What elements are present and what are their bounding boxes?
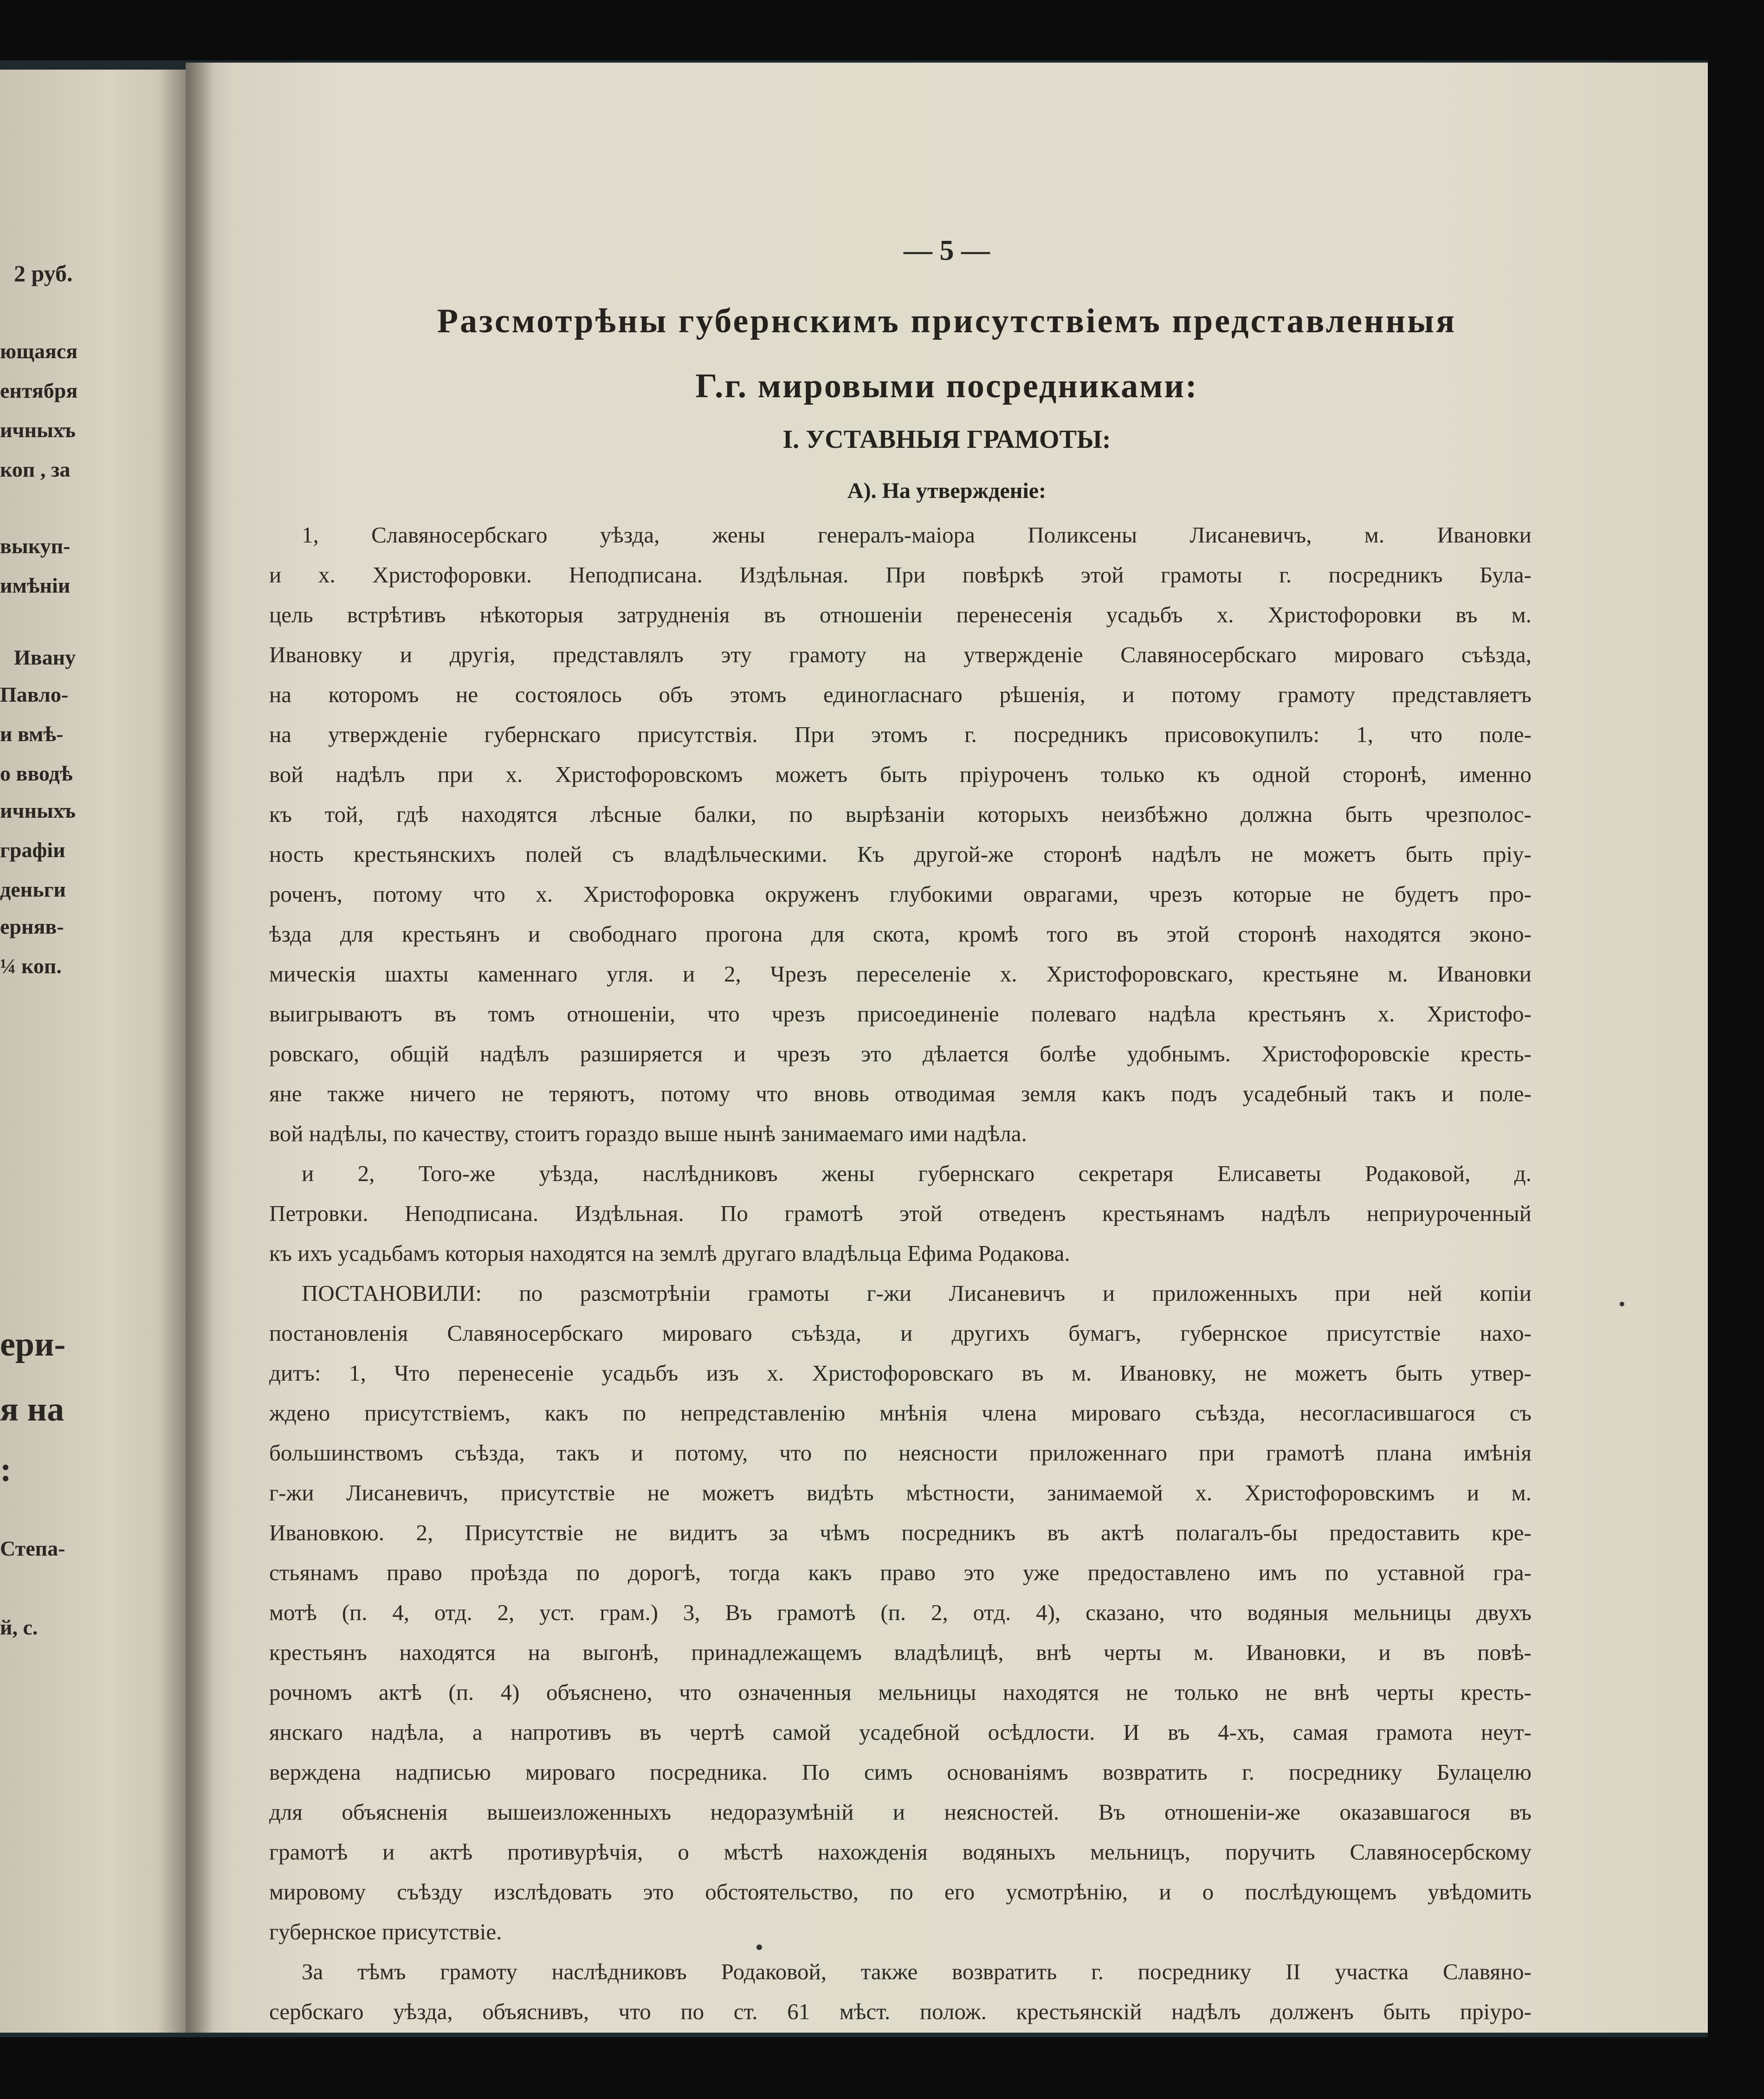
section-title: I. УСТАВНЫЯ ГРАМОТЫ: — [782, 425, 1111, 454]
left-page-line: имѣнiи — [0, 574, 71, 597]
text-line: яне также ничего не теряютъ, потому что вновь отводимая земля какъ подъ усадебный такъ и поле- — [269, 1081, 1531, 1106]
text-line: ровскаго, общiй надѣлъ разширяется и чрезъ это дѣлается болѣе удобнымъ. Христофоровскiе кресть- — [269, 1041, 1531, 1066]
left-page-line: Ивану — [14, 646, 76, 669]
text-line: дитъ: 1, Что перенесенiе усадьбъ изъ х. Христофоровскаго въ м. Ивановку, не можетъ быть утвер- — [269, 1360, 1531, 1386]
text-line: стьянамъ право проѣзда по дорогѣ, тогда какъ право это уже предоставлено имъ по уставной гра- — [269, 1560, 1531, 1585]
left-page-line: : — [0, 1451, 12, 1489]
left-page-line: ичныхъ — [0, 799, 76, 822]
text-line: г-жи Лисаневичъ, присутствiе не можетъ видѣть мѣстности, занимаемой х. Христофоровскимъ и м. — [269, 1480, 1531, 1505]
body-text — [269, 515, 1531, 2032]
left-page-line: ентября — [0, 379, 78, 402]
text-line: мическiя шахты каменнаго угля. и 2, Чрезъ переселенiе х. Христофоровскаго, крестьяне м. Ивановки — [269, 961, 1531, 987]
left-page-line: 2 руб. — [14, 260, 73, 286]
text-line: выигрываютъ въ томъ отношенiи, что чрезъ присоединенiе полеваго надѣла крестьянъ х. Христофо- — [269, 1001, 1531, 1027]
text-line: 1, Славяносербскаго уѣзда, жены генералъ-маiора Поликсены Лисаневичъ, м. Ивановки — [302, 522, 1531, 548]
text-line: большинствомъ съѣзда, такъ и потому, что по неясности приложеннаго при грамотѣ плана имѣнiя — [269, 1440, 1531, 1466]
text-line: и 2, Того-же уѣзда, наслѣдниковъ жены губернскаго секретаря Елисаветы Родаковой, д. — [302, 1161, 1531, 1186]
text-line: роченъ, потому что х. Христофоровка окруженъ глубокими оврагами, чрезъ которые не будетъ про- — [269, 881, 1531, 907]
text-line: янскаго надѣла, а напротивъ въ чертѣ самой усадебной осѣдлости. И въ 4-хъ, самая грамота неут- — [269, 1719, 1531, 1745]
paragraph-4 — [269, 1952, 1531, 2032]
text-line: ѣзда для крестьянъ и свободнаго прогона для скота, кромѣ того въ этой сторонѣ находятся эконо- — [269, 921, 1531, 947]
left-page — [0, 70, 186, 2033]
left-page-line: Степа- — [0, 1537, 65, 1560]
left-page-line: ющаяся — [0, 339, 78, 363]
left-page-line: ¼ коп. — [0, 954, 62, 978]
main-page — [186, 63, 1708, 2033]
heading-line-1: Разсмотрѣны губернскимъ присутствiемъ представленныя — [437, 302, 1457, 340]
text-line: грамотѣ и актѣ противурѣчiя, о мѣстѣ нахожденiя водяныхъ мельницъ, поручить Славяносербскому — [269, 1839, 1531, 1865]
left-page-line: коп , за — [0, 458, 71, 481]
text-line: рочномъ актѣ (п. 4) объяснено, что означенныя мельницы находятся не только не внѣ черты кресть- — [269, 1679, 1531, 1705]
left-page-line: ичныхъ — [0, 418, 76, 442]
text-line: За тѣмъ грамоту наслѣдниковъ Родаковой, также возвратить г. посреднику II участка Славяно- — [302, 1959, 1531, 1984]
left-page-line: выкуп- — [0, 534, 71, 558]
text-line: для объясненiя вышеизложенныхъ недоразумѣнiй и неясностей. Въ отношенiи-же оказавшагося въ — [269, 1799, 1531, 1825]
left-page-line: графiи — [0, 838, 65, 862]
text-line: Ивановку и другiя, представлялъ эту грамоту на утвержденiе Славяносербскаго мироваго съѣзда, — [269, 642, 1531, 667]
text-line: крестьянъ находятся на выгонѣ, принадлежащемъ владѣлицѣ, внѣ черты м. Ивановки, и въ повѣ- — [269, 1640, 1531, 1665]
page-gutter-shadow — [186, 63, 213, 2033]
ink-spot — [756, 1944, 762, 1950]
text-line: на утвержденiе губернскаго присутствiя. При этомъ г. посредникъ присовокупилъ: 1, что поле- — [269, 722, 1531, 747]
text-line: къ ихъ усадьбамъ которыя находятся на землѣ другаго владѣльца Ефима Родакова. — [269, 1240, 1070, 1266]
left-page-line: ери- — [0, 1325, 66, 1363]
left-page-line: й, с. — [0, 1615, 38, 1639]
left-page-line: я на — [0, 1390, 65, 1428]
text-line: Ивановкою. 2, Присутствiе не видитъ за чѣмъ посредникъ въ актѣ полагалъ-бы предоставить кре- — [269, 1520, 1531, 1545]
left-page-line: Павло- — [0, 683, 69, 706]
text-line: постановленiя Славяносербскаго мироваго съѣзда, и другихъ бумагъ, губернское присутствiе нахо- — [269, 1320, 1531, 1346]
text-line: сербскаго уѣзда, объяснивъ, что по ст. 61 мѣст. полож. крестьянскiй надѣлъ долженъ быть прiуро- — [269, 1999, 1531, 2024]
left-page-line: деньги — [0, 878, 66, 901]
text-line: и х. Христофоровки. Неподписана. Издѣльная. При повѣркѣ этой грамоты г. посредникъ Була- — [269, 562, 1531, 588]
text-line: цель встрѣтивъ нѣкоторыя затрудненiя въ отношенiи перенесенiя усадьбъ х. Христофоровки въ м. — [269, 602, 1531, 627]
subsection-title: А). На утвержденiе: — [847, 478, 1047, 503]
paragraph-3 — [269, 1273, 1531, 1952]
left-page-line: о вводѣ — [0, 762, 73, 785]
text-line: вой надѣлы, по качеству, стоитъ гораздо выше нынѣ занимаемаго ими надѣла. — [269, 1121, 1027, 1146]
text-line: мировому съѣзду изслѣдовать это обстоятельство, по его усмотрѣнiю, и о послѣдующемъ увѣдомить — [269, 1879, 1531, 1905]
text-line: на которомъ не состоялось объ этомъ единогласнаго рѣшенiя, и потому грамоту представляетъ — [269, 682, 1531, 707]
text-line: губернское присутствiе. — [269, 1919, 502, 1944]
left-page-line: и вмѣ- — [0, 722, 64, 746]
ink-spot — [1620, 1302, 1624, 1306]
text-line: ПОСТАНОВИЛИ: по разсмотрѣнiи грамоты г-жи Лисаневичъ и приложенныхъ при ней копiи — [302, 1280, 1531, 1306]
text-line: ждено присутствiемъ, какъ по непредставленiю мнѣнiя члена мироваго съѣзда, несогласившагося съ — [269, 1400, 1531, 1426]
text-line: къ той, гдѣ находятся лѣсные балки, по вырѣзанiи которыхъ неизбѣжно должна быть чрезполос- — [269, 801, 1531, 827]
text-line: верждена надписью мироваго посредника. По симъ основанiямъ возвратить г. посреднику Булацелю — [269, 1759, 1531, 1785]
paragraph-1 — [269, 515, 1531, 1154]
text-line: мотѣ (п. 4, отд. 2, уст. грам.) 3, Въ грамотѣ (п. 2, отд. 4), сказано, что водяныя мельницы двухъ — [269, 1600, 1531, 1625]
left-page-line: ерняв- — [0, 915, 64, 938]
page-number: — 5 — — [904, 235, 990, 266]
text-line: Петровки. Неподписана. Издѣльная. По грамотѣ этой отведенъ крестьянамъ надѣлъ неприуроченный — [269, 1201, 1531, 1226]
paragraph-2 — [269, 1154, 1531, 1273]
text-line: вой надѣлъ при х. Христофоровскомъ можетъ быть прiуроченъ только къ одной сторонѣ, именно — [269, 762, 1531, 787]
heading-line-2: Г.г. мировыми посредниками: — [695, 367, 1198, 405]
text-line: ность крестьянскихъ полей съ владѣльческими. Къ другой-же сторонѣ надѣлъ не можетъ быть прiу- — [269, 841, 1531, 867]
